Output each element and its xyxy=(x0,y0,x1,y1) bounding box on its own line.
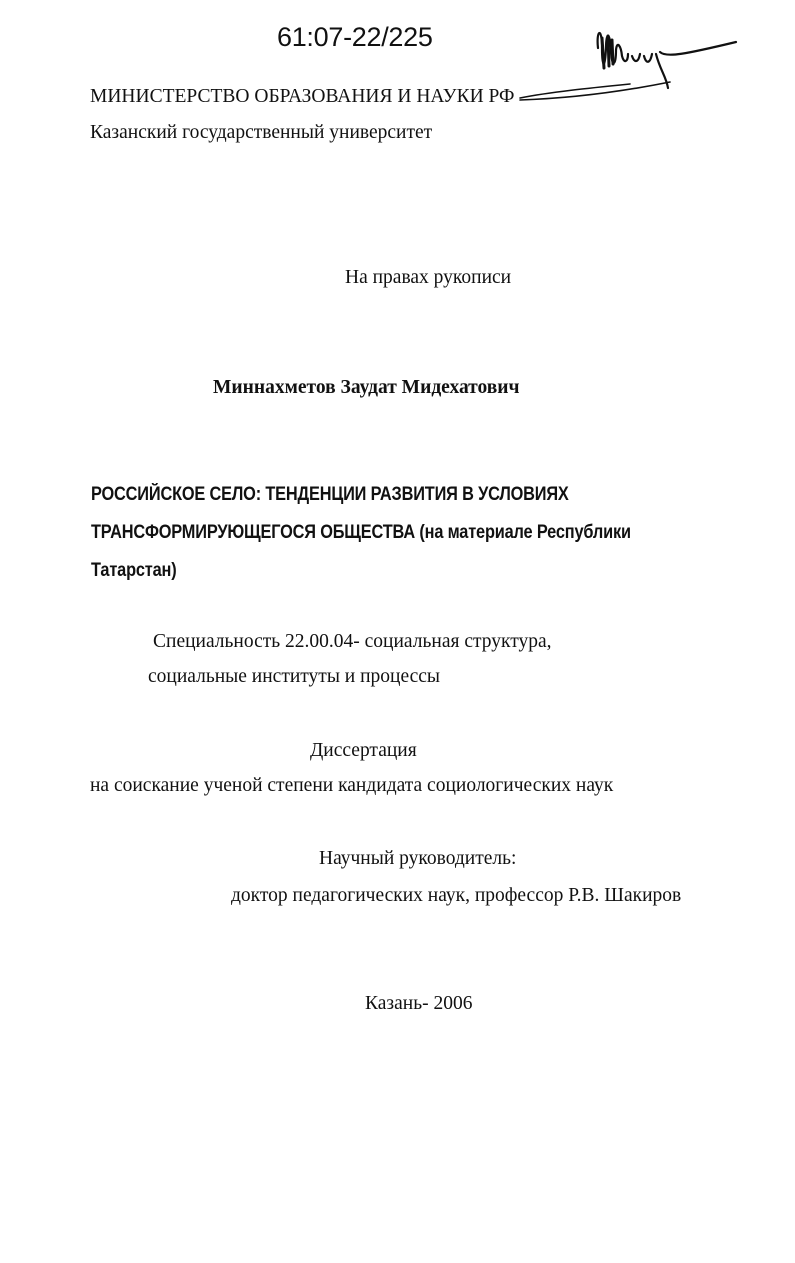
thesis-title-line-3: Татарстан) xyxy=(91,560,177,581)
archive-code: 61:07-22/225 xyxy=(277,22,433,52)
city-year: Казань- 2006 xyxy=(365,993,473,1014)
university-name: Казанский государственный университет xyxy=(90,122,433,143)
author-name: Миннахметов Заудат Мидехатович xyxy=(213,377,520,398)
specialty-line-1: Специальность 22.00.04- социальная структура, xyxy=(153,631,552,652)
signature-icon xyxy=(490,18,750,108)
supervisor-name: доктор педагогических наук, профессор Р.В. Шакиров xyxy=(231,885,682,906)
work-type-label: Диссертация xyxy=(310,740,417,761)
thesis-title-line-1: РОССИЙСКОЕ СЕЛО: ТЕНДЕНЦИИ РАЗВИТИЯ В УСЛОВИЯХ xyxy=(91,484,569,505)
degree-text: на соискание ученой степени кандидата социологических наук xyxy=(90,775,614,796)
ministry-name: МИНИСТЕРСТВО ОБРАЗОВАНИЯ И НАУКИ РФ xyxy=(90,86,515,107)
manuscript-note: На правах рукописи xyxy=(345,267,512,288)
supervisor-label: Научный руководитель: xyxy=(319,848,517,869)
specialty-line-2: социальные институты и процессы xyxy=(148,666,441,687)
thesis-title-line-2: ТРАНСФОРМИРУЮЩЕГОСЯ ОБЩЕСТВА (на материале Республики xyxy=(91,522,631,543)
